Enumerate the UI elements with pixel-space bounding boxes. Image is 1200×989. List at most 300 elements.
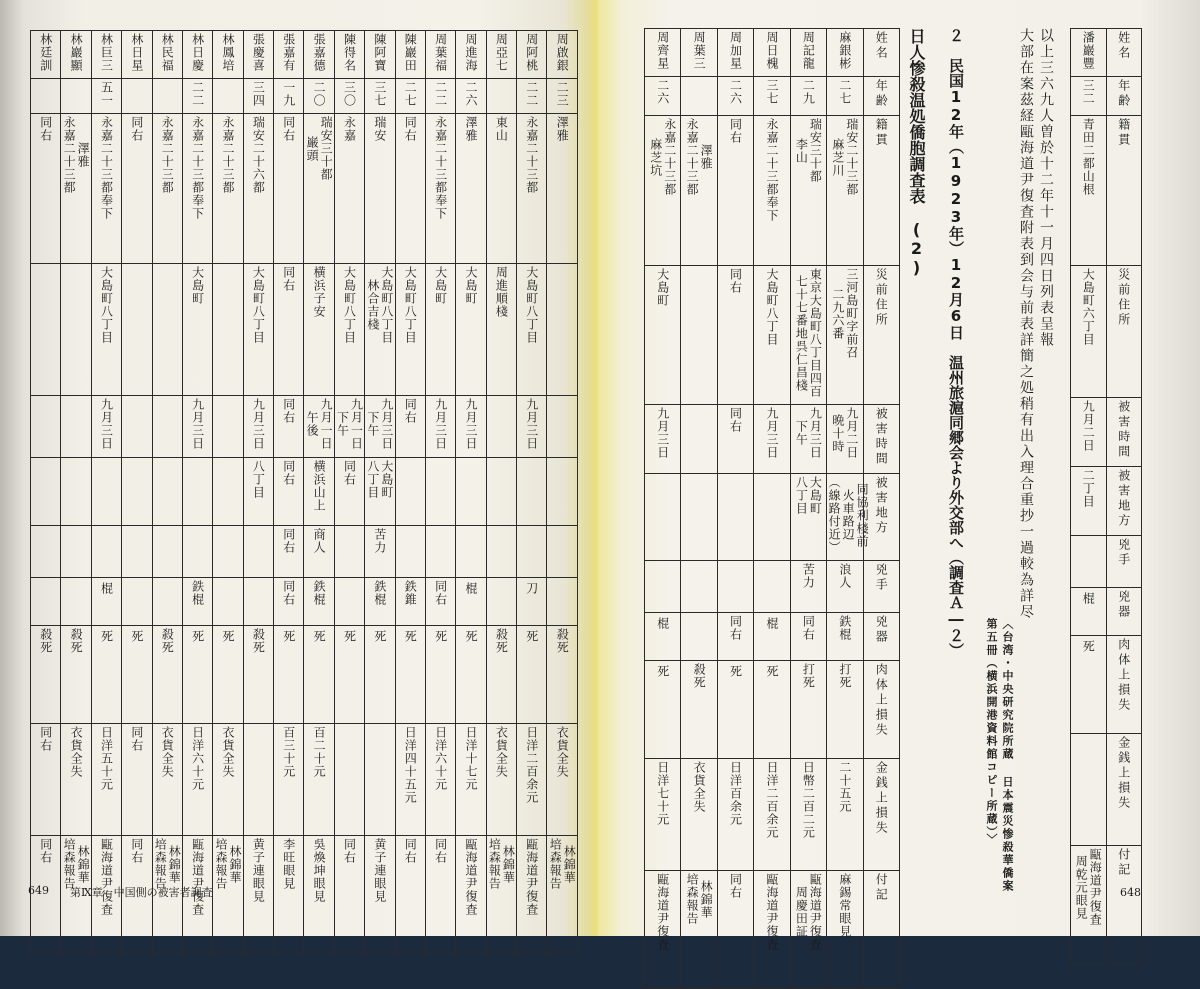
cell-name [827, 29, 863, 77]
cell-note-text: 甌海道尹復査 [190, 838, 205, 916]
cell-money [152, 724, 182, 836]
report-note: 以上三六九人曽於十二年十一月四日列表呈報 大部在案茲経甌海道尹復査附表到会与前表詳簡之処稍有出入理合重抄一過較為詳尽 [1018, 28, 1054, 620]
cell-weapon [486, 578, 516, 626]
cell-injury [754, 661, 790, 759]
cell-age [274, 79, 304, 114]
cell-origin-text: 瑞安二十六都 [251, 116, 266, 194]
cell-place [456, 458, 486, 526]
cell-injury [717, 661, 753, 759]
cell-weapon-text: 鉄棍 [312, 580, 327, 606]
header-worker-text: 兇手 [874, 563, 889, 593]
cell-money [425, 724, 455, 836]
cell-age [547, 79, 578, 114]
cell-age [645, 77, 681, 116]
cell-addr [243, 264, 273, 396]
cell-worker [61, 526, 91, 578]
cell-worker [395, 526, 425, 578]
cell-place [681, 474, 717, 561]
cell-time [681, 405, 717, 474]
cell-weapon [122, 578, 152, 626]
cell-name-text: 麻銀彬 [837, 31, 852, 70]
cell-place-text: 同右 [342, 460, 357, 486]
cell-name [274, 31, 304, 79]
cell-age [122, 79, 152, 114]
cell-time [182, 396, 212, 458]
header-injury [1106, 636, 1142, 734]
cell-money [334, 724, 364, 836]
cell-injury-text: 死 [220, 630, 235, 643]
cell-worker [827, 561, 863, 613]
table-row-name [1071, 29, 1142, 77]
cell-money [456, 724, 486, 836]
cell-place [517, 458, 547, 526]
cell-note [717, 871, 753, 989]
cell-injury-text: 死 [764, 665, 779, 678]
header-place-text: 被害地方 [874, 476, 889, 536]
cell-weapon [274, 578, 304, 626]
cell-place [243, 458, 273, 526]
cell-place [61, 458, 91, 526]
cell-note-text: 甌海道尹復査 [524, 838, 539, 916]
cell-addr-text: 大島町八丁目 林合吉棧 [365, 266, 394, 344]
table-row-note [645, 871, 900, 989]
cell-weapon [395, 578, 425, 626]
cell-age [365, 79, 395, 114]
cell-money-text: 衣貨全失 [692, 761, 707, 813]
cell-time [547, 396, 578, 458]
cell-place [304, 458, 334, 526]
cell-origin [182, 114, 212, 264]
cell-weapon [754, 613, 790, 661]
cell-age [790, 77, 826, 116]
cell-money [365, 724, 395, 836]
cell-money-text: 衣貨全失 [555, 726, 570, 778]
cell-weapon [61, 578, 91, 626]
cell-origin [122, 114, 152, 264]
cell-origin [334, 114, 364, 264]
header-note-text: 付記 [874, 873, 889, 903]
cell-addr-text: 周進順棧 [494, 266, 509, 318]
cell-addr [645, 266, 681, 405]
cell-name-text: 周記龍 [801, 31, 816, 70]
cell-injury-text: 死 [524, 630, 539, 643]
header-worker [1106, 536, 1142, 588]
header-name [863, 29, 899, 77]
table-row-origin [1071, 116, 1142, 266]
cell-name-text: 林廷訓 [38, 33, 53, 72]
cell-note-text: 甌海道尹復査 [99, 838, 114, 916]
cell-worker-text: 浪人 [837, 563, 852, 589]
cell-time [395, 396, 425, 458]
header-name [1106, 29, 1142, 77]
table-row-time [31, 396, 578, 458]
cell-origin [486, 114, 516, 264]
cell-place [395, 458, 425, 526]
cell-name-text: 周齊星 [655, 31, 670, 70]
cell-injury-text: 死 [342, 630, 357, 643]
table-row-injury [31, 626, 578, 724]
cell-addr [152, 264, 182, 396]
cell-weapon-text: 棍 [1081, 592, 1096, 605]
cell-addr [304, 264, 334, 396]
cell-time-text: 九月三日 下午 [794, 407, 823, 459]
cell-origin-text: 永嘉二十三都 [220, 116, 235, 194]
cell-weapon [681, 613, 717, 661]
table-row-money [31, 724, 578, 836]
right-page-number: 648 [1120, 886, 1141, 899]
cell-note-text: 黄子連眼見 [251, 838, 266, 903]
cell-age [517, 79, 547, 114]
cell-injury-text: 死 [655, 665, 670, 678]
table-row-weapon [645, 613, 900, 661]
cell-age [486, 79, 516, 114]
cell-note [213, 836, 243, 954]
cell-age [827, 77, 863, 116]
cell-age-text: 三二 [1081, 79, 1096, 105]
cell-injury [681, 661, 717, 759]
cell-origin [547, 114, 578, 264]
table-row-age [31, 79, 578, 114]
cell-addr-text: 東京大島町八丁目四百 七十七番地呉仁昌棧 [794, 268, 823, 398]
cell-place-text: 大島町 八丁目 [365, 460, 394, 499]
cell-name-text: 潘巖豐 [1081, 31, 1096, 70]
cell-note [754, 871, 790, 989]
cell-age-text: 三〇 [342, 81, 357, 107]
cell-worker [486, 526, 516, 578]
cell-weapon-text: 鉄錐 [403, 580, 418, 606]
cell-injury [1071, 636, 1107, 734]
cell-name [717, 29, 753, 77]
cell-age-text: 二六 [655, 79, 670, 105]
cell-name [425, 31, 455, 79]
cell-weapon [1071, 588, 1107, 636]
cell-weapon [547, 578, 578, 626]
cell-injury-text: 死 [129, 630, 144, 643]
cell-name-text: 林日星 [129, 33, 144, 72]
cell-injury [304, 626, 334, 724]
cell-injury-text: 殺死 [692, 663, 707, 689]
cell-name-text: 林民福 [160, 33, 175, 72]
cell-note-text: 林錦華 培森報告 [487, 838, 516, 890]
cell-weapon [91, 578, 121, 626]
cell-injury-text: 死 [312, 630, 327, 643]
cell-worker [754, 561, 790, 613]
cell-time-text: 九月三日 [99, 398, 114, 450]
cell-addr-text: 大島町八丁目 [99, 266, 114, 344]
cell-origin-text: 瑞安 [372, 116, 387, 142]
cell-time-text: 九月三日 下午 [365, 398, 394, 450]
cell-addr-text: 大島町六丁目 [1081, 268, 1096, 346]
cell-injury [274, 626, 304, 724]
cell-name [365, 31, 395, 79]
cell-name-text: 周進海 [463, 33, 478, 72]
cell-note [486, 836, 516, 954]
cell-time [1071, 398, 1107, 467]
cell-name-text: 陳巖田 [403, 33, 418, 72]
cell-origin-text: 瑞安三十都 巌頭 [305, 116, 334, 181]
cell-origin [754, 116, 790, 266]
cell-injury [213, 626, 243, 724]
cell-worker [717, 561, 753, 613]
cell-origin [425, 114, 455, 264]
cell-note-text: 甌海道尹復査 周乾元眼見 [1074, 848, 1103, 926]
header-origin [863, 116, 899, 266]
cell-origin-text: 同右 [281, 116, 296, 142]
cell-time-text: 九月三日 [433, 398, 448, 450]
cell-worker [790, 561, 826, 613]
cell-worker [31, 526, 61, 578]
cell-time [790, 405, 826, 474]
cell-money [790, 759, 826, 871]
cell-place-text: 同協利棧前 火車路辺 （線路付近） [827, 476, 870, 554]
cell-money-text: 日洋二百余元 [524, 726, 539, 804]
source-note: 〈台湾・中央研究院所蔵 日本震災惨殺華僑案 第五冊（横浜開港資料館コピー所蔵）〉 [985, 618, 1014, 893]
header-addr [1106, 266, 1142, 398]
cell-weapon-text: 鉄棍 [190, 580, 205, 606]
cell-money-text: 日洋十七元 [463, 726, 478, 791]
cell-addr [681, 266, 717, 405]
cell-addr [425, 264, 455, 396]
header-worker-text: 兇手 [1116, 538, 1131, 568]
header-money-text: 金銭上損失 [874, 761, 889, 836]
cell-money [61, 724, 91, 836]
cell-note [827, 871, 863, 989]
cell-injury [31, 626, 61, 724]
cell-note [1071, 846, 1107, 964]
cell-money-text: 日洋七十元 [655, 761, 670, 826]
cell-origin-text: 永嘉二十三都 [524, 116, 539, 194]
cell-age-text: 二二 [190, 81, 205, 107]
cell-time [754, 405, 790, 474]
cell-addr-text: 三河島町字前召 二九六番 [830, 268, 859, 359]
cell-name [61, 31, 91, 79]
cell-money [681, 759, 717, 871]
header-money-text: 金銭上損失 [1116, 736, 1131, 811]
cell-weapon [365, 578, 395, 626]
cell-time [243, 396, 273, 458]
cell-addr-text: 大島町八丁目 [524, 266, 539, 344]
cell-money [304, 724, 334, 836]
cell-name [334, 31, 364, 79]
cell-name [754, 29, 790, 77]
cell-age [61, 79, 91, 114]
cell-worker [152, 526, 182, 578]
cell-money [645, 759, 681, 871]
cell-weapon [182, 578, 212, 626]
cell-weapon [645, 613, 681, 661]
cell-weapon [717, 613, 753, 661]
cell-origin-text: 永嘉 [342, 116, 357, 142]
cell-time [365, 396, 395, 458]
cell-addr [61, 264, 91, 396]
cell-age-text: 三七 [764, 79, 779, 105]
cell-addr [717, 266, 753, 405]
cell-place [91, 458, 121, 526]
cell-money [1071, 734, 1107, 846]
header-time-text: 被害時間 [1116, 400, 1131, 460]
table-row-name [645, 29, 900, 77]
cell-worker [304, 526, 334, 578]
cell-place [122, 458, 152, 526]
table-row-injury [1071, 636, 1142, 734]
cell-injury [645, 661, 681, 759]
cell-origin-text: 永嘉二十三都奉下 [433, 116, 448, 220]
table-row-place [645, 474, 900, 561]
cell-injury [365, 626, 395, 724]
cell-origin [365, 114, 395, 264]
cell-addr [91, 264, 121, 396]
cell-money [274, 724, 304, 836]
cell-origin [681, 116, 717, 266]
cell-addr-text: 大島町八丁目 [342, 266, 357, 344]
header-weapon [1106, 588, 1142, 636]
cell-addr [517, 264, 547, 396]
cell-place [152, 458, 182, 526]
cell-time [91, 396, 121, 458]
cell-injury-text: 死 [372, 630, 387, 643]
cell-injury [517, 626, 547, 724]
cell-time-text: 九月一日 午後 [305, 398, 334, 450]
cell-name [681, 29, 717, 77]
cell-time [425, 396, 455, 458]
cell-weapon [425, 578, 455, 626]
cell-note-text: 林錦華 培森報告 [548, 838, 577, 890]
header-money [863, 759, 899, 871]
cell-addr [274, 264, 304, 396]
cell-age-text: 三四 [251, 81, 266, 107]
cell-origin [152, 114, 182, 264]
cell-name [456, 31, 486, 79]
cell-time-text: 九月三日 [524, 398, 539, 450]
cell-name [395, 31, 425, 79]
right-page [598, 0, 1200, 951]
cell-place-text: 横浜山上 [312, 460, 327, 512]
cell-time-text: 九月三日 [655, 407, 670, 459]
cell-age [334, 79, 364, 114]
cell-note-text: 甌海道尹復査 周慶田証 [794, 873, 823, 951]
cell-injury-text: 打死 [837, 663, 852, 689]
cell-time-text: 九月一日 下午 [335, 398, 364, 450]
cell-name-text: 周亞七 [494, 33, 509, 72]
cell-worker [1071, 536, 1107, 588]
cell-place [31, 458, 61, 526]
cell-time [213, 396, 243, 458]
cell-time [304, 396, 334, 458]
header-age-text: 年齢 [874, 79, 889, 109]
cell-place-text: 同右 [281, 460, 296, 486]
cell-name [182, 31, 212, 79]
cell-place [717, 474, 753, 561]
cell-time [61, 396, 91, 458]
cell-money-text: 百二十元 [312, 726, 327, 778]
cell-place [213, 458, 243, 526]
cell-time [152, 396, 182, 458]
cell-age [304, 79, 334, 114]
cell-money-text: 日洋二百余元 [764, 761, 779, 839]
cell-note-text: 同右 [129, 838, 144, 864]
cell-money-text: 衣貨全失 [220, 726, 235, 778]
cell-addr-text: 大島町 [190, 266, 205, 305]
table-row-worker [1071, 536, 1142, 588]
cell-addr [334, 264, 364, 396]
cell-injury-text: 打死 [801, 663, 816, 689]
cell-worker [243, 526, 273, 578]
cell-note-text: 同右 [728, 873, 743, 899]
table-row-age [1071, 77, 1142, 116]
cell-name-text: 周日槐 [764, 31, 779, 70]
cell-injury [425, 626, 455, 724]
cell-money-text: 衣貨全失 [160, 726, 175, 778]
cell-worker [213, 526, 243, 578]
table-row-addr [1071, 266, 1142, 398]
cell-weapon [517, 578, 547, 626]
cell-injury [91, 626, 121, 724]
cell-money [486, 724, 516, 836]
cell-worker-text: 商人 [312, 528, 327, 554]
cell-name-text: 張慶喜 [251, 33, 266, 72]
table-row-origin [645, 116, 900, 266]
cell-weapon [304, 578, 334, 626]
cell-money-text: 日洋六十元 [190, 726, 205, 791]
cell-money-text: 日洋六十元 [433, 726, 448, 791]
cell-origin-text: 永嘉二十三都奉下 [190, 116, 205, 220]
cell-note [517, 836, 547, 954]
cell-addr [1071, 266, 1107, 398]
cell-injury-text: 死 [190, 630, 205, 643]
cell-time-text: 九月三日 [764, 407, 779, 459]
cell-note-text: 林錦華 培森報告 [153, 838, 182, 890]
cell-name [486, 31, 516, 79]
cell-age-text: 二六 [728, 79, 743, 105]
header-name-text: 姓名 [1116, 31, 1131, 61]
cell-age [425, 79, 455, 114]
header-time [1106, 398, 1142, 467]
cell-addr [547, 264, 578, 396]
cell-place [645, 474, 681, 561]
cell-origin-text: 瑞安三十都 李山 [794, 118, 823, 183]
cell-time [274, 396, 304, 458]
cell-addr [827, 266, 863, 405]
header-money [1106, 734, 1142, 846]
cell-age [395, 79, 425, 114]
cell-weapon [334, 578, 364, 626]
cell-name-text: 周葉三 [692, 31, 707, 70]
cell-addr [182, 264, 212, 396]
cell-note-text: 同右 [38, 838, 53, 864]
cell-origin-text: 澤雅 永嘉二十三都 [62, 116, 91, 194]
cell-injury-text: 死 [281, 630, 296, 643]
cell-addr-text: 大島町八丁目 [251, 266, 266, 344]
cell-origin-text: 東山 [494, 116, 509, 142]
table-title: 日人惨殺温処僑胞調査表 (2) [907, 28, 926, 277]
cell-note-text: 林錦華 培森報告 [685, 873, 714, 925]
cell-injury-text: 殺死 [69, 628, 84, 654]
cell-age [152, 79, 182, 114]
cell-name [213, 31, 243, 79]
cell-name-text: 周加星 [728, 31, 743, 70]
cell-origin-text: 澤雅 永嘉二十三都 [685, 118, 714, 196]
cell-name [547, 31, 578, 79]
cell-name [645, 29, 681, 77]
cell-origin [517, 114, 547, 264]
header-place [1106, 467, 1142, 536]
cell-injury-text: 死 [1081, 640, 1096, 653]
cell-origin-text: 永嘉二十三都奉下 [764, 118, 779, 222]
cell-age-text: 二六 [463, 81, 478, 107]
cell-weapon-text: 棍 [99, 582, 114, 595]
cell-addr [31, 264, 61, 396]
cell-time-text: 九月三日 [190, 398, 205, 450]
